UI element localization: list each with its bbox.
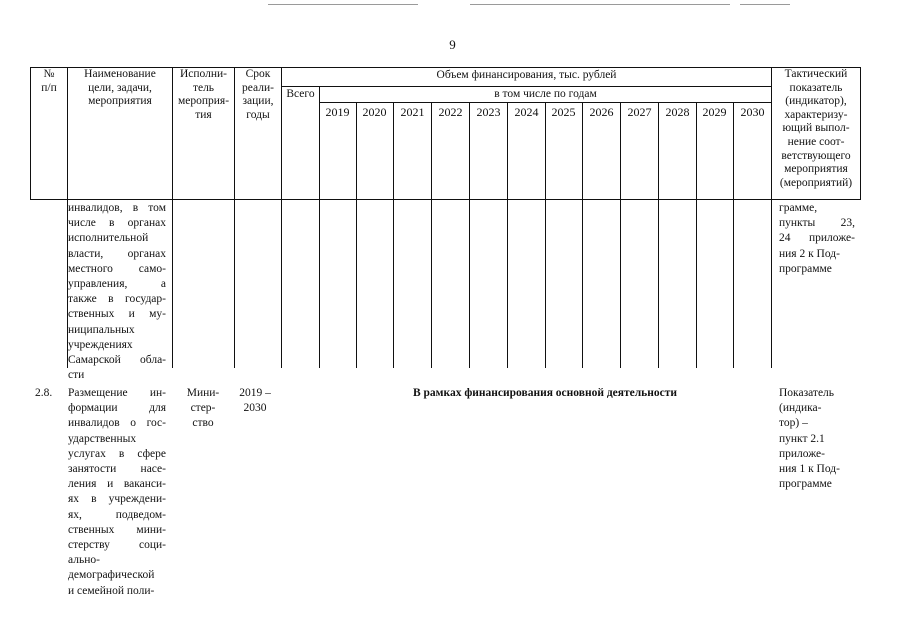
header-executor: Исполни- тель мероприя- тия — [177, 68, 230, 121]
scan-artifact-line — [268, 4, 418, 5]
continued-row-name: инвалидов, в том числе в органах исполнительной власти, органах местного само- управления, а также в государ- ственных и му- ниципальных учреждениях Самарской обла- сти — [68, 202, 166, 382]
row-2-8-name: Размещение ин- формации для инвалидов о гос- ударственных услугах в сфере занятости насе- ления и ваканси- ях в учреждени- ях, подведом- ственных мини- стерству соци- ально- демографической и семейной поли- — [68, 387, 166, 597]
header-term: Срок реали- зации, годы — [242, 68, 274, 121]
year-2023: 2023 — [476, 105, 501, 119]
year-2024: 2024 — [514, 105, 539, 119]
header-name: Наименование цели, задачи, мероприятия — [84, 68, 156, 108]
year-2028: 2028 — [665, 105, 690, 119]
scan-artifact-line — [470, 4, 730, 5]
year-col-border — [431, 102, 432, 368]
year-col-border — [507, 102, 508, 368]
year-2029: 2029 — [702, 105, 727, 119]
year-col-border — [658, 102, 659, 368]
year-2030: 2030 — [740, 105, 765, 119]
row-2-8-number: 2.8. — [35, 387, 53, 399]
col-border — [281, 67, 282, 368]
col-border — [319, 86, 320, 368]
header-number: № п/п — [41, 68, 57, 94]
year-2025: 2025 — [551, 105, 576, 119]
year-2020: 2020 — [362, 105, 387, 119]
page-number: 9 — [449, 37, 456, 52]
year-col-border — [620, 102, 621, 368]
year-2019: 2019 — [325, 105, 350, 119]
year-2021: 2021 — [400, 105, 425, 119]
row-2-8-funding-note: В рамках финансирования основной деятельности — [412, 387, 678, 399]
continued-row-indicator: грамме, пункты 23, 24 приложе- ния 2 к Под- программе — [779, 202, 855, 275]
year-2026: 2026 — [589, 105, 614, 119]
year-col-border — [469, 102, 470, 368]
header-by-years: в том числе по годам — [494, 88, 597, 100]
row-2-8-term: 2019 – 2030 — [239, 387, 271, 415]
row-2-8-executor: Мини- стер- ство — [186, 387, 220, 430]
year-2027: 2027 — [627, 105, 652, 119]
year-2022: 2022 — [438, 105, 463, 119]
col-border — [860, 67, 861, 200]
year-col-border — [733, 102, 734, 368]
year-col-border — [582, 102, 583, 368]
year-col-border — [356, 102, 357, 368]
funding-header-divider — [281, 86, 771, 87]
year-col-border — [393, 102, 394, 368]
header-funding: Объем финансирования, тыс. рублей — [436, 69, 617, 81]
row-2-8-indicator: Показатель (индика- тор) – пункт 2.1 приложе- ния 1 к Под- программе — [779, 387, 840, 491]
year-col-border — [545, 102, 546, 368]
header-total: Всего — [286, 88, 315, 100]
header-indicator: Тактический показатель (индикатор), характеризу- ющий выпол- нение соот- ветствующего мероприятия (мероприятий) — [779, 68, 853, 189]
scan-artifact-line — [740, 4, 790, 5]
year-col-border — [696, 102, 697, 368]
header-bottom-border — [30, 199, 861, 200]
